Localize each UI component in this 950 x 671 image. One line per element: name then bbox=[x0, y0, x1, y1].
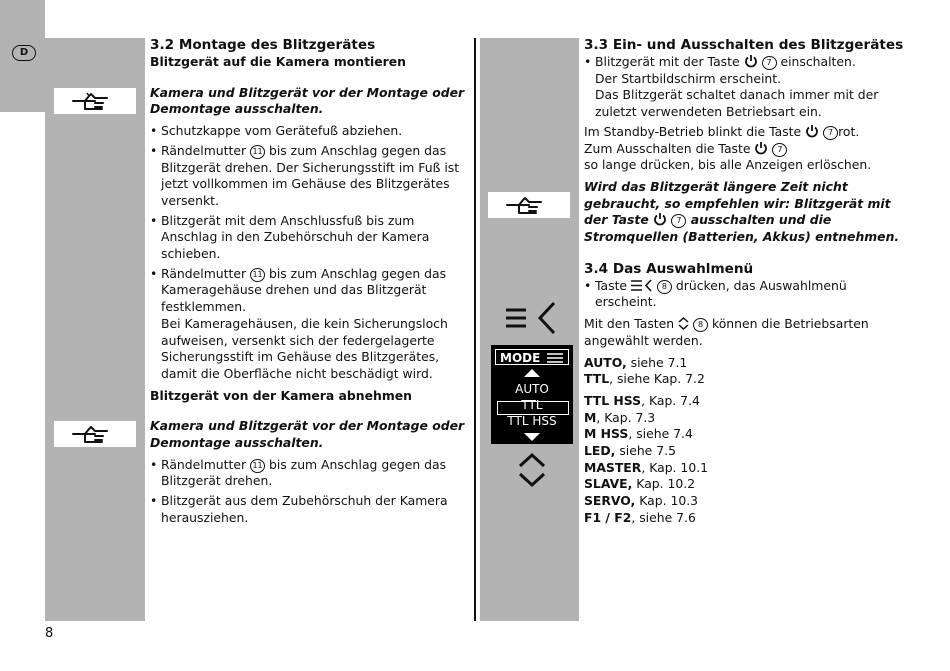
display-down-arrow-icon bbox=[524, 433, 540, 441]
mode-name: TTL HSS bbox=[584, 392, 642, 408]
warning-text: Kamera und Blitzgerät vor der Montage oder Demontage ausschalten. bbox=[150, 84, 465, 117]
display-option: AUTO bbox=[515, 382, 549, 396]
reference-number: 11 bbox=[250, 459, 265, 473]
reference-number: 8 bbox=[657, 280, 672, 294]
mode-reference: , Kap. 10.1 bbox=[641, 459, 709, 475]
list-item-text: Bei Kameragehäusen, die kein Sicherungsloch aufweisen, versenkt sich der federgelagerte Sicherungsstift im Gehäuse des Blitzgerätes, damit die Oberfläche nicht beschädigt wird. bbox=[161, 315, 448, 381]
list-item-text: bis zum Anschlag gegen das Blitzgerät drehen. Der Sicherungsstift im Fuß ist jetzt vollkommen im Gehäuse des Blitzgerätes versenkt. bbox=[161, 142, 460, 208]
paragraph bbox=[584, 316, 906, 349]
mode-reference: , Kap. 7.3 bbox=[596, 409, 656, 425]
mode-reference: , siehe 7.6 bbox=[631, 509, 696, 525]
section-heading: 3.4 Das Auswahlmenü bbox=[584, 260, 754, 277]
warning-text-part: Wird das Blitzgerät längere Zeit nicht gebraucht, so empfehlen wir: Blitzgerät mit der Taste bbox=[584, 178, 891, 228]
list-item-text: Rändelmutter bbox=[161, 142, 247, 158]
mode-list bbox=[584, 355, 906, 527]
list-item-text: Blitzgerät mit der Taste bbox=[595, 54, 740, 69]
list-item-text: Rändelmutter bbox=[161, 265, 247, 281]
paragraph-text: Im Standby-Betrieb blinkt die Taste bbox=[584, 123, 802, 139]
section-heading: 3.3 Ein- und Ausschalten des Blitzgerätes bbox=[584, 37, 904, 53]
left-column bbox=[150, 36, 472, 527]
mode-reference: siehe 7.5 bbox=[619, 443, 676, 459]
list-item bbox=[150, 266, 472, 383]
subheading: Blitzgerät auf die Kamera montieren bbox=[150, 54, 406, 69]
column-divider bbox=[474, 38, 476, 621]
list-item bbox=[584, 54, 906, 121]
mode-name: AUTO, bbox=[584, 354, 627, 370]
list-item bbox=[150, 143, 472, 210]
up-down-chevron-icon bbox=[678, 317, 689, 330]
mode-list-item bbox=[584, 493, 906, 510]
list-item: • Blitzgerät aus dem Zubehörschuh der Kamera herausziehen. bbox=[150, 493, 472, 526]
reference-number: 7 bbox=[772, 143, 787, 157]
mode-name: TTL bbox=[584, 371, 610, 387]
mode-name: LED, bbox=[584, 443, 616, 459]
display-mode-row bbox=[495, 349, 569, 365]
mode-reference: , siehe 7.4 bbox=[628, 426, 693, 442]
paragraph bbox=[584, 124, 906, 174]
left-margin-bar bbox=[45, 38, 145, 621]
mode-list-item bbox=[584, 371, 906, 388]
note-hand-icon bbox=[54, 421, 136, 447]
menu-lines-icon bbox=[547, 353, 563, 363]
warning-text-part: ausschalten und die Stromquellen (Batterien, Akkus) entnehmen. bbox=[584, 212, 900, 245]
mode-reference: Kap. 10.2 bbox=[636, 476, 696, 492]
menu-back-icon bbox=[631, 279, 653, 292]
mode-list-item bbox=[584, 393, 906, 410]
mode-list-item bbox=[584, 410, 906, 427]
list-item-text: bis zum Anschlag gegen das Blitzgerät drehen. bbox=[161, 456, 447, 489]
mode-reference: , Kap. 7.4 bbox=[641, 392, 700, 408]
reference-number: 7 bbox=[823, 126, 838, 140]
power-icon bbox=[744, 54, 758, 68]
flash-display bbox=[491, 345, 573, 444]
mode-name: M HSS bbox=[584, 426, 629, 442]
list-item bbox=[584, 278, 906, 311]
note-hand-icon bbox=[488, 192, 570, 218]
mode-name: F1 / F2 bbox=[584, 509, 632, 525]
mode-name: M bbox=[584, 409, 597, 425]
mode-list-item bbox=[584, 510, 906, 527]
list-item-text: Der Startbildschirm erscheint. bbox=[595, 70, 782, 86]
mode-reference: siehe 7.1 bbox=[630, 354, 688, 370]
language-badge: D bbox=[12, 45, 36, 61]
mode-name: SLAVE, bbox=[584, 476, 633, 492]
page-number: 8 bbox=[45, 626, 54, 641]
display-up-arrow-icon bbox=[524, 369, 540, 377]
reference-number: 7 bbox=[762, 56, 777, 70]
paragraph-text: rot. bbox=[838, 123, 860, 139]
list-item: • Schutzkappe vom Gerätefuß abziehen. bbox=[150, 123, 472, 140]
reference-number: 8 bbox=[693, 318, 708, 332]
up-down-chevron-icon bbox=[517, 452, 547, 492]
paragraph-text: so lange drücken, bis alle Anzeigen erlöschen. bbox=[584, 157, 872, 173]
paragraph-text: können die Betriebsarten angewählt werden. bbox=[584, 316, 869, 348]
list-item-text: Taste bbox=[595, 277, 628, 293]
power-icon bbox=[653, 212, 667, 226]
right-column bbox=[584, 36, 906, 527]
paragraph-text: Zum Ausschalten die Taste bbox=[584, 140, 751, 156]
list-item bbox=[150, 457, 472, 490]
mode-reference: Kap. 10.3 bbox=[639, 493, 699, 509]
display-option: TTL HSS bbox=[507, 414, 557, 428]
reference-number: 11 bbox=[250, 145, 265, 159]
section-heading: 3.2 Montage des Blitzgerätes bbox=[150, 37, 376, 53]
display-mode-label: MODE bbox=[500, 351, 541, 365]
power-icon bbox=[805, 124, 819, 138]
mode-list-item bbox=[584, 476, 906, 493]
list-item-text: bis zum Anschlag gegen das Kameragehäuse drehen und das Blitzgerät festklemmen. bbox=[161, 265, 447, 315]
list-item-text: Rändelmutter bbox=[161, 456, 247, 472]
warning-text bbox=[584, 179, 906, 246]
mode-list-item bbox=[584, 355, 906, 372]
warning-text: Kamera und Blitzgerät vor der Montage oder Demontage ausschalten. bbox=[150, 418, 465, 451]
menu-back-icon bbox=[504, 300, 560, 340]
display-option-selected: TTL bbox=[521, 398, 543, 412]
paragraph-text: Mit den Tasten bbox=[584, 316, 675, 332]
power-icon bbox=[754, 141, 768, 155]
mode-list-item bbox=[584, 460, 906, 477]
mode-name: SERVO, bbox=[584, 493, 636, 509]
mode-reference: , siehe Kap. 7.2 bbox=[609, 371, 705, 387]
list-item-text: Das Blitzgerät schaltet danach immer mit der zuletzt verwendeten Betriebsart ein. bbox=[595, 87, 879, 120]
mode-list-item bbox=[584, 443, 906, 460]
mode-list-item bbox=[584, 426, 906, 443]
note-hand-icon bbox=[54, 88, 136, 114]
list-item: • Blitzgerät mit dem Anschlussfuß bis zum Anschlag in den Zubehörschuh der Kamera schieben. bbox=[150, 213, 472, 263]
reference-number: 11 bbox=[250, 268, 265, 282]
subheading: Blitzgerät von der Kamera abnehmen bbox=[150, 387, 412, 403]
mode-name: MASTER bbox=[584, 459, 642, 475]
list-item-text: drücken, das Auswahlmenü erscheint. bbox=[595, 277, 847, 310]
list-item-text: einschalten. bbox=[780, 54, 856, 69]
reference-number: 7 bbox=[671, 214, 686, 228]
